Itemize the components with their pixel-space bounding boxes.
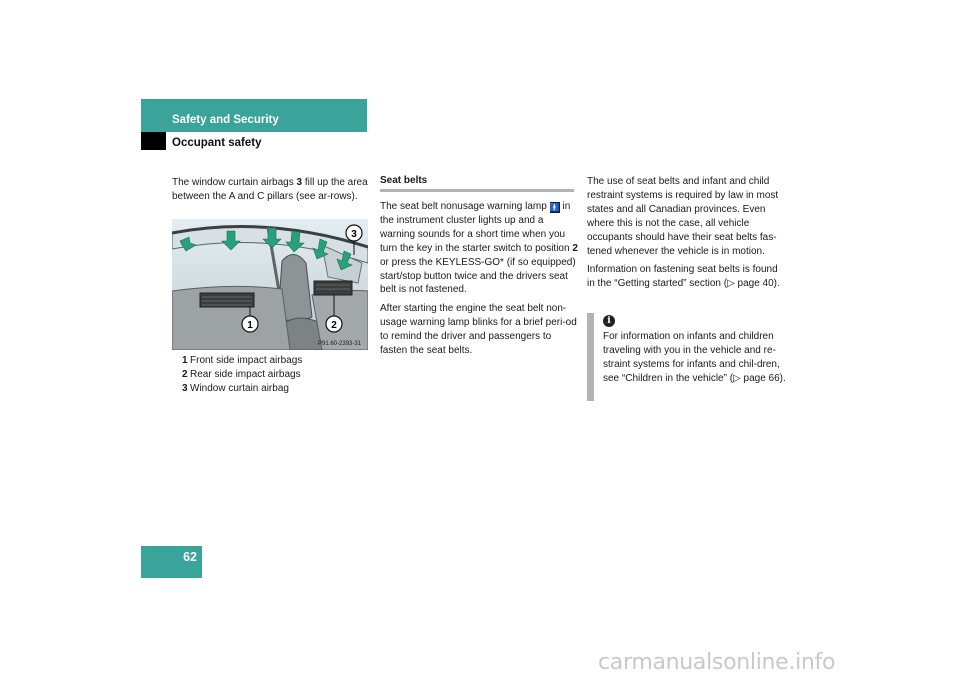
figure-legend	[182, 354, 372, 396]
svg-text:1: 1	[247, 320, 253, 331]
paragraph: After starting the engine the seat belt non-usage warning lamp blinks for a brief peri-od to remind the driver and passengers to fasten the seat belts.	[380, 303, 577, 357]
page-number: 62	[183, 550, 197, 564]
paragraph: Information on fastening seat belts is found in the “Getting started” section (▷ page 40).	[587, 264, 780, 290]
watermark: carmanualsonline.info	[598, 650, 836, 675]
svg-text:3: 3	[351, 229, 357, 240]
curtain-airbag-intro: The window curtain airbags 3 fill up the area between the A and C pillars (see ar-rows).	[172, 177, 368, 202]
airbag-figure	[172, 219, 368, 350]
legend-item: 1 Front side impact airbags	[182, 355, 303, 366]
info-note: For information on infants and children traveling with you in the vehicle and re-straint systems for infants and chil-dren, see “Children in the vehicle” (▷ page 66).	[603, 331, 786, 384]
section-title: Safety and Security	[172, 114, 279, 126]
subsection-title: Occupant safety	[172, 137, 262, 149]
paragraph: The use of seat belts and infant and child restraint systems is required by law in most states and all Canadian provinces. Even where this is not the case, all vehicle occupants should have their seat belts fas-tened whenever the vehicle is in motion.	[587, 176, 779, 257]
info-bar	[587, 313, 594, 401]
svg-text:2: 2	[331, 320, 337, 331]
seat-belts-text	[380, 200, 578, 363]
figure-code: P91.60-2393-31	[318, 341, 362, 347]
seat-belts-heading: Seat belts	[380, 175, 428, 186]
paragraph: The seat belt nonusage warning lamp 🚹 in the instrument cluster lights up and a warning sounds for a short time when you turn the key in the starter switch to position 2 or press the KEYLESS-GO* (if so equipped) start/stop button twice and the drivers seat belt is not fastened.	[380, 201, 578, 296]
info-icon: i	[603, 315, 615, 327]
seatbelt-warning-icon: 🚹	[549, 203, 560, 212]
callout-3	[346, 225, 362, 241]
heading-rule	[380, 189, 574, 192]
header-marker	[141, 132, 166, 150]
legend-item: 3 Window curtain airbag	[182, 382, 289, 394]
legend-item: 2 Rear side impact airbags	[182, 368, 301, 380]
callout-2	[326, 316, 342, 332]
seat-belt-law-text	[587, 175, 787, 296]
callout-1	[242, 316, 258, 332]
